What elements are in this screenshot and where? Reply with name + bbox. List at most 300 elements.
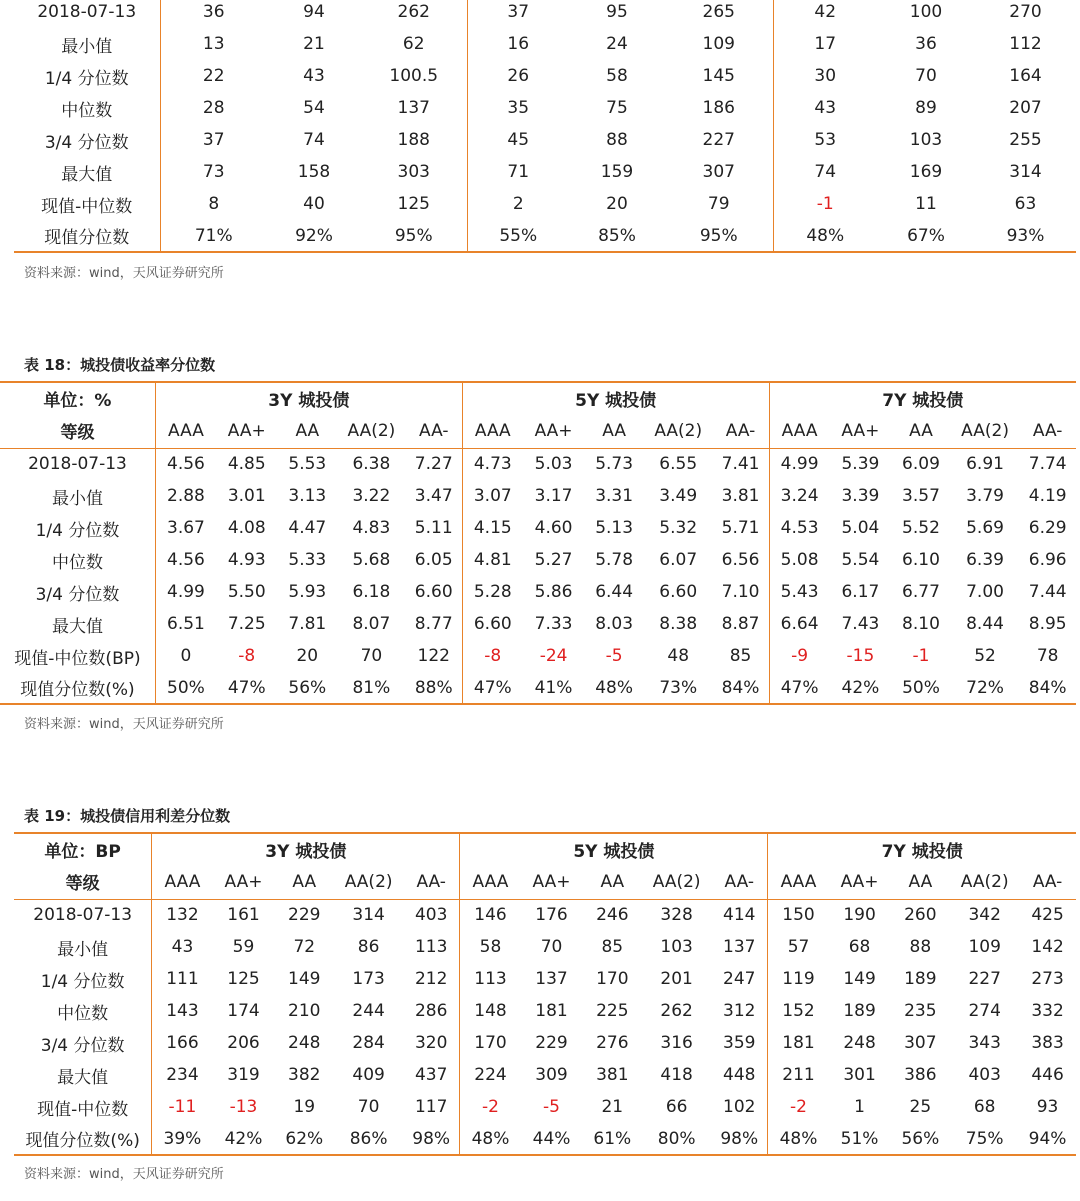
table-cell: 52 bbox=[974, 646, 996, 666]
grade-header: AA bbox=[584, 414, 644, 448]
table-cell: 61% bbox=[593, 1128, 632, 1149]
table-cell: 3.79 bbox=[966, 486, 1004, 506]
table-cell: 94 bbox=[303, 2, 325, 22]
table-cell: 6.96 bbox=[1028, 550, 1067, 570]
grade-header: AA(2) bbox=[642, 865, 711, 899]
table-cell: 5.33 bbox=[288, 550, 327, 570]
table-cell: 43 bbox=[152, 931, 213, 963]
grade-header-row bbox=[0, 414, 1076, 448]
row-label: 中位数 bbox=[51, 552, 103, 573]
table-cell: 4.53 bbox=[769, 512, 830, 544]
table-cell: 19 bbox=[293, 1097, 316, 1117]
table-cell: 148 bbox=[460, 995, 521, 1027]
table-cell: 119 bbox=[768, 963, 829, 995]
grade-header: AAA bbox=[769, 414, 830, 448]
table-cell: 47% bbox=[769, 672, 830, 704]
table-cell: 5.28 bbox=[462, 576, 523, 608]
table-cell: 100.5 bbox=[389, 66, 439, 86]
table-cell: 62% bbox=[285, 1128, 324, 1149]
grade-header: AA+ bbox=[213, 865, 275, 899]
table-cell: 5.43 bbox=[769, 576, 830, 608]
table-cell: 36 bbox=[915, 34, 937, 54]
table-cell: 343 bbox=[968, 1033, 1001, 1053]
grade-header: AA(2) bbox=[337, 414, 406, 448]
table-cell: 381 bbox=[596, 1065, 629, 1085]
table-cell: -2 bbox=[460, 1091, 521, 1123]
table-cell: 6.44 bbox=[595, 582, 634, 602]
table-cell: 5.50 bbox=[227, 582, 266, 602]
table-3 bbox=[14, 832, 1076, 1156]
table-cell: 403 bbox=[414, 905, 448, 926]
grade-header: AA(2) bbox=[950, 865, 1019, 899]
table-row bbox=[0, 608, 1076, 640]
grade-header: AA- bbox=[1019, 865, 1076, 899]
table-cell: 386 bbox=[904, 1065, 937, 1085]
table-cell: 48% bbox=[768, 1123, 829, 1155]
table-row bbox=[14, 156, 1076, 188]
table-cell: 319 bbox=[227, 1065, 260, 1085]
table-cell: 5.04 bbox=[841, 518, 880, 538]
table-cell: 56% bbox=[288, 677, 327, 698]
unit-label: 单位：BP bbox=[44, 842, 121, 862]
table-cell: 3.67 bbox=[155, 512, 216, 544]
table-cell: 6.55 bbox=[659, 454, 698, 475]
table-cell: 255 bbox=[1009, 130, 1042, 150]
grade-header: AA- bbox=[1019, 414, 1076, 448]
table-cell: 437 bbox=[414, 1065, 448, 1085]
table-cell: 152 bbox=[768, 995, 829, 1027]
table-cell: 94% bbox=[1028, 1128, 1067, 1149]
table-cell: 86% bbox=[349, 1128, 388, 1149]
table-cell: 35 bbox=[467, 92, 569, 124]
table-cell: 5.13 bbox=[595, 518, 634, 538]
table-cell: 211 bbox=[768, 1059, 829, 1091]
table-cell: 5.11 bbox=[414, 518, 453, 538]
table-cell: 137 bbox=[535, 969, 568, 989]
table-row bbox=[14, 188, 1076, 220]
unit-label: 单位：% bbox=[43, 391, 112, 411]
table-cell: 276 bbox=[596, 1033, 629, 1053]
table-cell: 70 bbox=[357, 1097, 380, 1117]
table-cell: 63 bbox=[1014, 194, 1037, 214]
grade-header: AA- bbox=[713, 414, 770, 448]
table-cell: 7.10 bbox=[721, 582, 760, 602]
table-cell: 59 bbox=[232, 937, 255, 957]
table-cell: 8.77 bbox=[414, 614, 453, 634]
table-cell: 113 bbox=[460, 963, 521, 995]
table-cell: 312 bbox=[723, 1001, 756, 1021]
table-cell: 25 bbox=[909, 1097, 932, 1117]
table-cell: 81% bbox=[352, 677, 391, 698]
table-cell: 6.60 bbox=[462, 608, 523, 640]
row-label: 现值-中位数 bbox=[41, 196, 133, 217]
table-cell: 307 bbox=[904, 1033, 937, 1053]
table-cell: 70 bbox=[915, 66, 937, 86]
table-cell: 6.07 bbox=[659, 550, 698, 570]
grade-header: AAA bbox=[460, 865, 521, 899]
table-cell: 4.47 bbox=[288, 518, 327, 538]
table-cell: 93% bbox=[1006, 225, 1045, 246]
table-cell: 284 bbox=[352, 1033, 385, 1053]
table-cell: 3.57 bbox=[902, 486, 940, 506]
table-row bbox=[0, 576, 1076, 608]
grade-header: AA- bbox=[403, 865, 460, 899]
table-cell: 149 bbox=[843, 969, 876, 989]
table-cell: 316 bbox=[660, 1033, 693, 1053]
table-cell: 95 bbox=[606, 2, 628, 22]
grade-header: AA+ bbox=[830, 414, 892, 448]
table-2-title: 表 18：城投债收益率分位数 bbox=[24, 356, 216, 374]
table-cell: 248 bbox=[288, 1033, 321, 1053]
grade-header: AAA bbox=[155, 414, 216, 448]
table-cell: 4.19 bbox=[1028, 486, 1067, 506]
table-cell: 6.38 bbox=[352, 454, 391, 475]
row-label: 3/4 分位数 bbox=[35, 584, 120, 605]
table-cell: 4.56 bbox=[155, 544, 216, 576]
group-header-row bbox=[14, 833, 1076, 865]
table-cell: 382 bbox=[288, 1065, 321, 1085]
table-cell: 112 bbox=[1009, 34, 1042, 54]
group-header: 7Y 城投债 bbox=[768, 833, 1076, 865]
table-row bbox=[0, 448, 1076, 480]
table-cell: 227 bbox=[702, 130, 735, 150]
table-2 bbox=[0, 381, 1076, 705]
table-cell: 6.05 bbox=[414, 550, 453, 570]
table-cell: 246 bbox=[596, 905, 629, 926]
table-cell: 103 bbox=[909, 130, 943, 150]
row-label: 1/4 分位数 bbox=[35, 520, 120, 541]
table-1-source: 资料来源：wind，天风证券研究所 bbox=[24, 266, 224, 281]
table-cell: 301 bbox=[843, 1065, 876, 1085]
group-header: 5Y 城投债 bbox=[462, 382, 769, 414]
table-cell: 45 bbox=[467, 124, 569, 156]
table-cell: 207 bbox=[1009, 98, 1042, 118]
table-cell: 342 bbox=[968, 905, 1001, 926]
table-cell: 30 bbox=[773, 60, 877, 92]
table-cell: 42 bbox=[773, 0, 877, 28]
table-row bbox=[14, 931, 1076, 963]
row-label: 最大值 bbox=[57, 1067, 109, 1088]
table-cell: 7.41 bbox=[721, 454, 760, 475]
table-cell: 6.60 bbox=[659, 582, 698, 602]
table-cell: 72% bbox=[966, 677, 1004, 698]
table-row bbox=[14, 28, 1076, 60]
table-cell: 4.99 bbox=[769, 448, 830, 480]
table-cell: 98% bbox=[720, 1128, 759, 1149]
table-cell: 6.39 bbox=[966, 550, 1004, 570]
table-cell: 28 bbox=[160, 92, 267, 124]
table-cell: 7.33 bbox=[534, 614, 573, 634]
table-cell: 86 bbox=[357, 937, 380, 957]
table-cell: 117 bbox=[414, 1097, 448, 1117]
row-label: 3/4 分位数 bbox=[44, 132, 129, 153]
table-cell: 206 bbox=[227, 1033, 260, 1053]
group-header: 3Y 城投债 bbox=[155, 382, 462, 414]
grade-header: AA bbox=[582, 865, 642, 899]
table-cell: 414 bbox=[723, 905, 756, 926]
row-label: 2018-07-13 bbox=[37, 2, 137, 22]
table-cell: 88 bbox=[606, 130, 628, 150]
table-1 bbox=[14, 0, 1076, 253]
grade-header-row bbox=[14, 865, 1076, 899]
row-label: 3/4 分位数 bbox=[40, 1035, 125, 1056]
row-label: 最小值 bbox=[51, 488, 103, 509]
grade-header: AA bbox=[274, 865, 334, 899]
table-cell: 142 bbox=[1031, 937, 1064, 957]
table-cell: 78 bbox=[1036, 646, 1059, 666]
table-cell: 418 bbox=[660, 1065, 693, 1085]
table-cell: 102 bbox=[723, 1097, 756, 1117]
table-cell: 3.49 bbox=[659, 486, 698, 506]
grade-header: AA bbox=[890, 865, 950, 899]
grade-label: 等级 bbox=[14, 865, 152, 899]
table-cell: -5 bbox=[605, 646, 623, 666]
row-label: 最小值 bbox=[61, 36, 113, 57]
row-label: 1/4 分位数 bbox=[44, 68, 129, 89]
table-cell: 260 bbox=[904, 905, 937, 926]
table-cell: 425 bbox=[1031, 905, 1064, 926]
table-cell: 50% bbox=[902, 677, 940, 698]
table-cell: 84% bbox=[721, 677, 760, 698]
table-cell: 5.08 bbox=[769, 544, 830, 576]
table-cell: -8 bbox=[238, 646, 256, 666]
table-cell: 303 bbox=[397, 162, 430, 182]
table-row bbox=[14, 124, 1076, 156]
table-row bbox=[14, 995, 1076, 1027]
table-cell: 5.71 bbox=[721, 518, 760, 538]
table-cell: 403 bbox=[968, 1065, 1001, 1085]
table-cell: 40 bbox=[303, 194, 325, 214]
table-cell: 48% bbox=[773, 220, 877, 252]
table-cell: 113 bbox=[414, 937, 448, 957]
grade-header: AA+ bbox=[521, 865, 583, 899]
table-cell: 98% bbox=[412, 1128, 451, 1149]
table-cell: 58 bbox=[460, 931, 521, 963]
table-cell: 41% bbox=[534, 677, 573, 698]
table-row bbox=[0, 512, 1076, 544]
table-cell: 5.39 bbox=[841, 454, 880, 475]
grade-header: AA- bbox=[711, 865, 768, 899]
table-cell: 176 bbox=[535, 905, 568, 926]
table-cell: 85% bbox=[598, 225, 636, 246]
table-cell: 80% bbox=[657, 1128, 696, 1149]
table-cell: 4.83 bbox=[352, 518, 391, 538]
table-cell: 51% bbox=[840, 1128, 879, 1149]
table-row bbox=[14, 1123, 1076, 1155]
grade-header: AA(2) bbox=[951, 414, 1020, 448]
table-row bbox=[0, 640, 1076, 672]
row-label: 现值-中位数 bbox=[37, 1099, 129, 1120]
table-cell: 2.88 bbox=[155, 480, 216, 512]
table-cell: -13 bbox=[229, 1097, 258, 1117]
table-cell: 47% bbox=[462, 672, 523, 704]
table-cell: 109 bbox=[968, 937, 1001, 957]
grade-header: AA(2) bbox=[334, 865, 403, 899]
table-cell: 4.99 bbox=[155, 576, 216, 608]
group-header-row bbox=[0, 382, 1076, 414]
table-cell: 314 bbox=[352, 905, 385, 926]
table-cell: 16 bbox=[467, 28, 569, 60]
table-cell: 7.25 bbox=[227, 614, 266, 634]
table-cell: 5.93 bbox=[288, 582, 327, 602]
table-cell: 164 bbox=[1009, 66, 1042, 86]
table-cell: 132 bbox=[152, 899, 213, 931]
grade-header: AA bbox=[278, 414, 338, 448]
table-cell: 95% bbox=[699, 225, 738, 246]
table-cell: 201 bbox=[660, 969, 693, 989]
table-cell: 70 bbox=[360, 646, 383, 666]
table-row bbox=[14, 60, 1076, 92]
table-cell: 44% bbox=[532, 1128, 571, 1149]
table-cell: 122 bbox=[417, 646, 450, 666]
table-cell: 3.47 bbox=[414, 486, 453, 506]
table-cell: 125 bbox=[397, 194, 430, 214]
grade-header: AA+ bbox=[523, 414, 585, 448]
table-cell: 48% bbox=[460, 1123, 521, 1155]
table-cell: 56% bbox=[901, 1128, 940, 1149]
table-cell: 161 bbox=[227, 905, 260, 926]
table-row bbox=[14, 92, 1076, 124]
table-cell: 5.53 bbox=[288, 454, 327, 475]
table-cell: 143 bbox=[152, 995, 213, 1027]
table-cell: 5.32 bbox=[659, 518, 698, 538]
table-cell: 212 bbox=[414, 969, 448, 989]
table-cell: 7.74 bbox=[1028, 454, 1067, 475]
table-cell: 225 bbox=[596, 1001, 629, 1021]
table-cell: 145 bbox=[702, 66, 735, 86]
table-row bbox=[0, 480, 1076, 512]
table-cell: 58 bbox=[606, 66, 628, 86]
table-cell: 84% bbox=[1028, 677, 1067, 698]
table-cell: 6.09 bbox=[902, 454, 940, 475]
table-row bbox=[0, 544, 1076, 576]
table-cell: 2 bbox=[467, 188, 569, 220]
table-cell: 20 bbox=[296, 646, 319, 666]
table-cell: 8 bbox=[160, 188, 267, 220]
table-cell: 262 bbox=[397, 2, 430, 22]
table-cell: 17 bbox=[773, 28, 877, 60]
table-cell: 7.27 bbox=[414, 454, 453, 475]
table-row bbox=[14, 899, 1076, 931]
row-label: 2018-07-13 bbox=[33, 905, 133, 926]
table-cell: 72 bbox=[293, 937, 316, 957]
table-cell: 7.81 bbox=[288, 614, 327, 634]
table-cell: 42% bbox=[841, 677, 880, 698]
row-label: 2018-07-13 bbox=[28, 454, 127, 475]
table-cell: 5.73 bbox=[595, 454, 634, 475]
table-cell: 137 bbox=[723, 937, 756, 957]
table-cell: 4.81 bbox=[462, 544, 523, 576]
table-cell: 21 bbox=[303, 34, 325, 54]
table-cell: 262 bbox=[660, 1001, 693, 1021]
table-cell: 190 bbox=[843, 905, 876, 926]
table-cell: 73% bbox=[659, 677, 698, 698]
table-cell: 7.00 bbox=[966, 582, 1004, 602]
table-cell: 6.29 bbox=[1028, 518, 1067, 538]
grade-header: AA+ bbox=[216, 414, 278, 448]
table-cell: -1 bbox=[912, 646, 930, 666]
table-cell: -8 bbox=[462, 640, 523, 672]
table-cell: 170 bbox=[596, 969, 629, 989]
table-cell: 26 bbox=[467, 60, 569, 92]
table-cell: 159 bbox=[600, 162, 634, 182]
table-cell: 100 bbox=[909, 2, 943, 22]
table-cell: 4.93 bbox=[227, 550, 266, 570]
grade-label: 等级 bbox=[0, 414, 155, 448]
table-cell: 273 bbox=[1031, 969, 1064, 989]
table-cell: 68 bbox=[973, 1097, 996, 1117]
table-row bbox=[14, 1091, 1076, 1123]
grade-header: AA- bbox=[406, 414, 463, 448]
table-cell: 170 bbox=[460, 1027, 521, 1059]
table-cell: 149 bbox=[288, 969, 321, 989]
table-cell: 8.03 bbox=[595, 614, 634, 634]
table-cell: 181 bbox=[535, 1001, 568, 1021]
table-row bbox=[14, 0, 1076, 28]
row-label: 最大值 bbox=[61, 164, 113, 185]
table-cell: 210 bbox=[288, 1001, 321, 1021]
table-row bbox=[14, 220, 1076, 252]
row-label: 现值分位数(%) bbox=[25, 1131, 140, 1151]
table-cell: 43 bbox=[303, 66, 325, 86]
table-cell: 75 bbox=[606, 98, 628, 118]
row-label: 中位数 bbox=[61, 100, 113, 121]
table-cell: 50% bbox=[155, 672, 216, 704]
table-cell: 173 bbox=[352, 969, 385, 989]
table-cell: 5.03 bbox=[534, 454, 573, 475]
grade-header: AA+ bbox=[829, 865, 891, 899]
table-cell: 55% bbox=[467, 220, 569, 252]
table-cell: 6.64 bbox=[769, 608, 830, 640]
table-cell: 5.54 bbox=[841, 550, 880, 570]
table-cell: 359 bbox=[723, 1033, 756, 1053]
table-cell: 89 bbox=[915, 98, 937, 118]
table-cell: 383 bbox=[1031, 1033, 1064, 1053]
table-cell: 166 bbox=[152, 1027, 213, 1059]
table-cell: 6.56 bbox=[721, 550, 760, 570]
row-label: 最大值 bbox=[51, 616, 103, 637]
row-label: 最小值 bbox=[57, 939, 109, 960]
table-cell: 314 bbox=[1009, 162, 1042, 182]
table-cell: 3.22 bbox=[352, 486, 391, 506]
table-cell: -24 bbox=[539, 646, 568, 666]
table-cell: -9 bbox=[769, 640, 830, 672]
grade-header: AAA bbox=[768, 865, 829, 899]
row-label: 现值-中位数(BP) bbox=[14, 648, 141, 669]
grade-header: AAA bbox=[152, 865, 213, 899]
table-cell: 265 bbox=[702, 2, 735, 22]
group-header: 3Y 城投债 bbox=[152, 833, 460, 865]
table-cell: -2 bbox=[768, 1091, 829, 1123]
table-cell: 75% bbox=[965, 1128, 1004, 1149]
group-header: 5Y 城投债 bbox=[460, 833, 768, 865]
table-cell: 71% bbox=[160, 220, 267, 252]
table-cell: 74 bbox=[303, 130, 325, 150]
table-cell: 8.95 bbox=[1028, 614, 1067, 634]
table-cell: 8.10 bbox=[902, 614, 940, 634]
table-cell: 137 bbox=[397, 98, 430, 118]
table-cell: 270 bbox=[1009, 2, 1042, 22]
table-cell: 4.08 bbox=[227, 518, 266, 538]
table-cell: 150 bbox=[768, 899, 829, 931]
table-cell: 111 bbox=[152, 963, 213, 995]
table-cell: 4.15 bbox=[462, 512, 523, 544]
table-cell: 3.17 bbox=[534, 486, 573, 506]
table-cell: 8.07 bbox=[352, 614, 391, 634]
table-cell: 5.52 bbox=[902, 518, 940, 538]
table-cell: 3.24 bbox=[769, 480, 830, 512]
table-cell: 74 bbox=[773, 156, 877, 188]
